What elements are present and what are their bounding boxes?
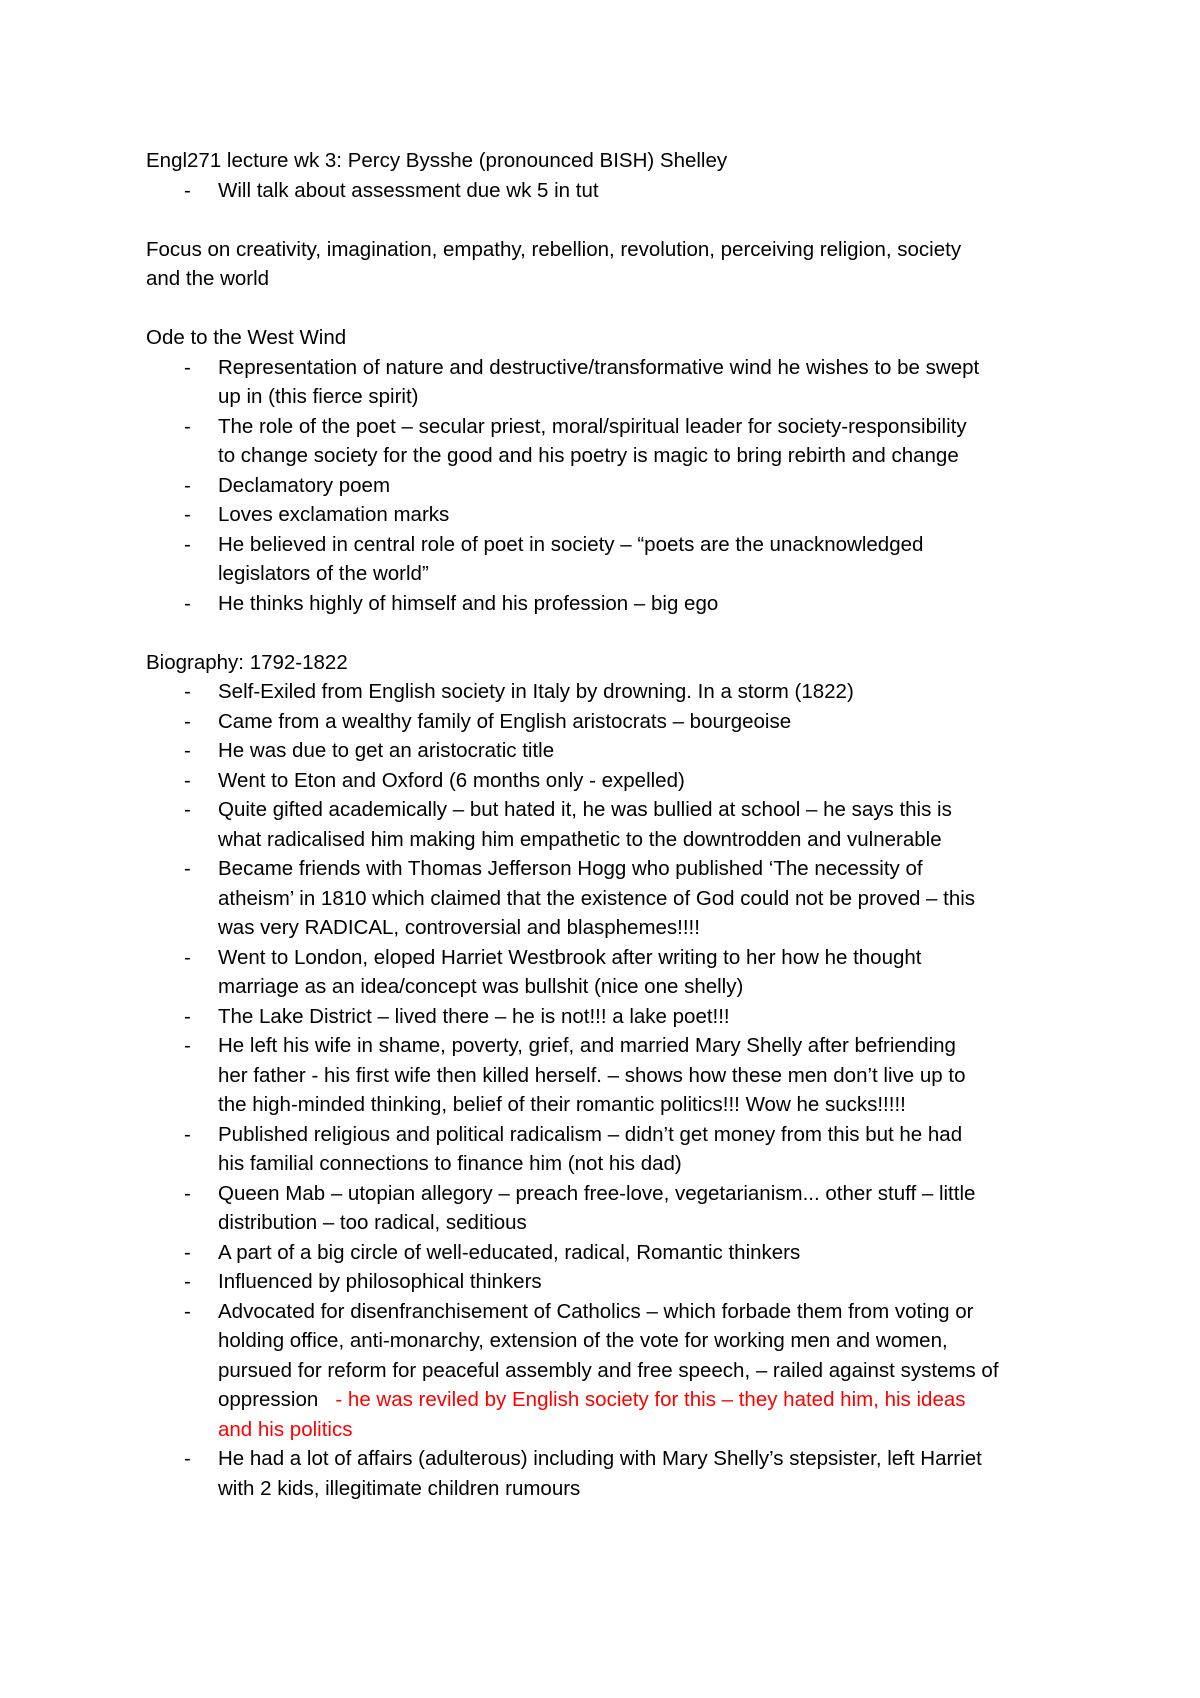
biography-bullet-line: A part of a big circle of well-educated, radical, Romantic thinkers xyxy=(218,1240,801,1264)
advocated-bullet xyxy=(146,1297,1076,1445)
ode-bullet xyxy=(146,500,1076,530)
advocated-bullet-list xyxy=(146,1297,1076,1504)
bullet-dash: - xyxy=(184,503,191,526)
ode-bullet xyxy=(146,530,1076,589)
biography-bullet-line: his familial connections to finance him (not his dad) xyxy=(218,1152,682,1175)
biography-bullet-line: distribution – too radical, seditious xyxy=(218,1211,527,1234)
biography-bullet-line: Published religious and political radicalism – didn’t get money from this but he had xyxy=(218,1122,963,1146)
biography-bullet-list xyxy=(146,677,1076,1297)
bullet-dash: - xyxy=(184,1181,191,1205)
ode-bullet-line: Representation of nature and destructive/transformative wind he wishes to be swept xyxy=(218,355,980,379)
final-bullet-line-2: with 2 kids, illegitimate children rumours xyxy=(218,1476,581,1500)
ode-bullet xyxy=(146,589,1076,619)
bullet-dash: - xyxy=(184,680,191,703)
bullet-dash: - xyxy=(184,768,191,792)
notes-page xyxy=(146,146,1076,1503)
red-highlight-text-2: and his politics xyxy=(218,1417,353,1441)
biography-bullet-line: Came from a wealthy family of English aristocrats – bourgeoise xyxy=(218,709,792,733)
bullet-dash: - xyxy=(184,1447,191,1470)
biography-bullet xyxy=(146,677,1076,707)
biography-bullet xyxy=(146,1238,1076,1268)
ode-bullet-line: He believed in central role of poet in society – “poets are the unacknowledged xyxy=(218,532,924,556)
biography-bullet-line: marriage as an idea/concept was bullshit (nice one shelly) xyxy=(218,975,744,998)
bullet-dash: - xyxy=(184,857,191,880)
biography-bullet-line: her father - his first wife then killed herself. – shows how these men don’t live up to xyxy=(218,1063,966,1087)
biography-bullet xyxy=(146,795,1076,854)
bullet-dash: - xyxy=(184,1122,191,1146)
ode-bullet xyxy=(146,412,1076,471)
bullet-dash: - xyxy=(184,1270,191,1293)
spacer xyxy=(146,294,1076,324)
advocated-line-2: holding office, anti-monarchy, extension of the vote for working men and women, xyxy=(218,1329,948,1352)
bullet-dash: - xyxy=(184,473,191,497)
final-bullet xyxy=(146,1444,1076,1503)
red-highlight-text-1: - he was reviled by English society for this – they hated him, his ideas xyxy=(335,1388,966,1411)
bullet-dash: - xyxy=(184,1240,191,1264)
ode-bullet-line: to change society for the good and his poetry is magic to bring rebirth and change xyxy=(218,444,959,467)
document-title: Engl271 lecture wk 3: Percy Bysshe (pronounced BISH) Shelley xyxy=(146,149,728,172)
bullet-dash: - xyxy=(184,591,191,615)
biography-bullet xyxy=(146,943,1076,1002)
ode-bullet-line: Declamatory poem xyxy=(218,473,391,497)
biography-bullet xyxy=(146,1002,1076,1032)
ode-bullet-line: legislators of the world” xyxy=(218,562,429,585)
bullet-dash: - xyxy=(184,739,191,762)
ode-bullet-line: He thinks highly of himself and his profession – big ego xyxy=(218,591,719,615)
biography-bullet xyxy=(146,707,1076,737)
focus-line-1: Focus on creativity, imagination, empathy, rebellion, revolution, perceiving religion, society xyxy=(146,237,962,261)
ode-bullet-line: Loves exclamation marks xyxy=(218,503,450,526)
bullet-dash: - xyxy=(184,178,191,202)
biography-bullet xyxy=(146,1031,1076,1120)
title-bullet-list xyxy=(146,176,1076,206)
spacer xyxy=(146,205,1076,235)
biography-bullet xyxy=(146,854,1076,943)
ode-bullet xyxy=(146,471,1076,501)
focus-line-2: and the world xyxy=(146,267,270,290)
final-bullet-line-1: He had a lot of affairs (adulterous) including with Mary Shelly’s stepsister, left Harriet xyxy=(218,1447,982,1470)
bullet-dash: - xyxy=(184,1034,191,1057)
bullet-dash: - xyxy=(184,798,191,821)
ode-heading: Ode to the West Wind xyxy=(146,326,347,349)
biography-bullet-line: Went to London, eloped Harriet Westbrook after writing to her how he thought xyxy=(218,945,922,969)
biography-heading: Biography: 1792-1822 xyxy=(146,650,348,674)
bullet-dash: - xyxy=(184,414,191,438)
biography-bullet-line: Became friends with Thomas Jefferson Hogg who published ‘The necessity of xyxy=(218,857,923,880)
biography-bullet-line: He was due to get an aristocratic title xyxy=(218,739,555,762)
spacer xyxy=(146,618,1076,648)
bullet-dash: - xyxy=(184,532,191,556)
biography-bullet-line: was very RADICAL, controversial and blasphemes!!!! xyxy=(218,916,700,939)
ode-bullet-list xyxy=(146,353,1076,619)
biography-bullet xyxy=(146,1267,1076,1297)
biography-bullet-line: Influenced by philosophical thinkers xyxy=(218,1270,542,1293)
biography-bullet xyxy=(146,1179,1076,1238)
biography-bullet xyxy=(146,736,1076,766)
biography-bullet-line: The Lake District – lived there – he is not!!! a lake poet!!! xyxy=(218,1004,730,1028)
biography-bullet-line: Quite gifted academically – but hated it, he was bullied at school – he says this is xyxy=(218,798,952,821)
biography-bullet-line: Queen Mab – utopian allegory – preach free-love, vegetarianism... other stuff – little xyxy=(218,1181,976,1205)
bullet-dash: - xyxy=(184,709,191,733)
ode-bullet xyxy=(146,353,1076,412)
title-bullet xyxy=(146,176,1076,206)
bullet-dash: - xyxy=(184,1299,191,1323)
biography-bullet-line: Went to Eton and Oxford (6 months only - expelled) xyxy=(218,768,685,792)
biography-bullet-line: He left his wife in shame, poverty, grief, and married Mary Shelly after befriending xyxy=(218,1034,956,1057)
biography-bullet-line: the high-minded thinking, belief of their romantic politics!!! Wow he sucks!!!!! xyxy=(218,1093,906,1116)
biography-bullet xyxy=(146,1120,1076,1179)
title-bullet-line: Will talk about assessment due wk 5 in tut xyxy=(218,178,599,202)
biography-bullet xyxy=(146,766,1076,796)
bullet-dash: - xyxy=(184,945,191,969)
ode-bullet-line: up in (this fierce spirit) xyxy=(218,385,419,408)
advocated-line-1: Advocated for disenfranchisement of Catholics – which forbade them from voting or xyxy=(218,1299,974,1323)
advocated-line-3: pursued for reform for peaceful assembly and free speech, – railed against systems of xyxy=(218,1358,999,1382)
biography-bullet-line: atheism’ in 1810 which claimed that the existence of God could not be proved – this xyxy=(218,886,976,910)
advocated-last-black: oppression xyxy=(218,1388,319,1411)
bullet-dash: - xyxy=(184,1004,191,1028)
ode-bullet-line: The role of the poet – secular priest, moral/spiritual leader for society-responsibility xyxy=(218,414,967,438)
biography-bullet-line: Self-Exiled from English society in Italy by drowning. In a storm (1822) xyxy=(218,680,854,703)
bullet-dash: - xyxy=(184,355,191,379)
biography-bullet-line: what radicalised him making him empathetic to the downtrodden and vulnerable xyxy=(218,827,942,851)
advocated-line-4 xyxy=(218,1385,1076,1415)
